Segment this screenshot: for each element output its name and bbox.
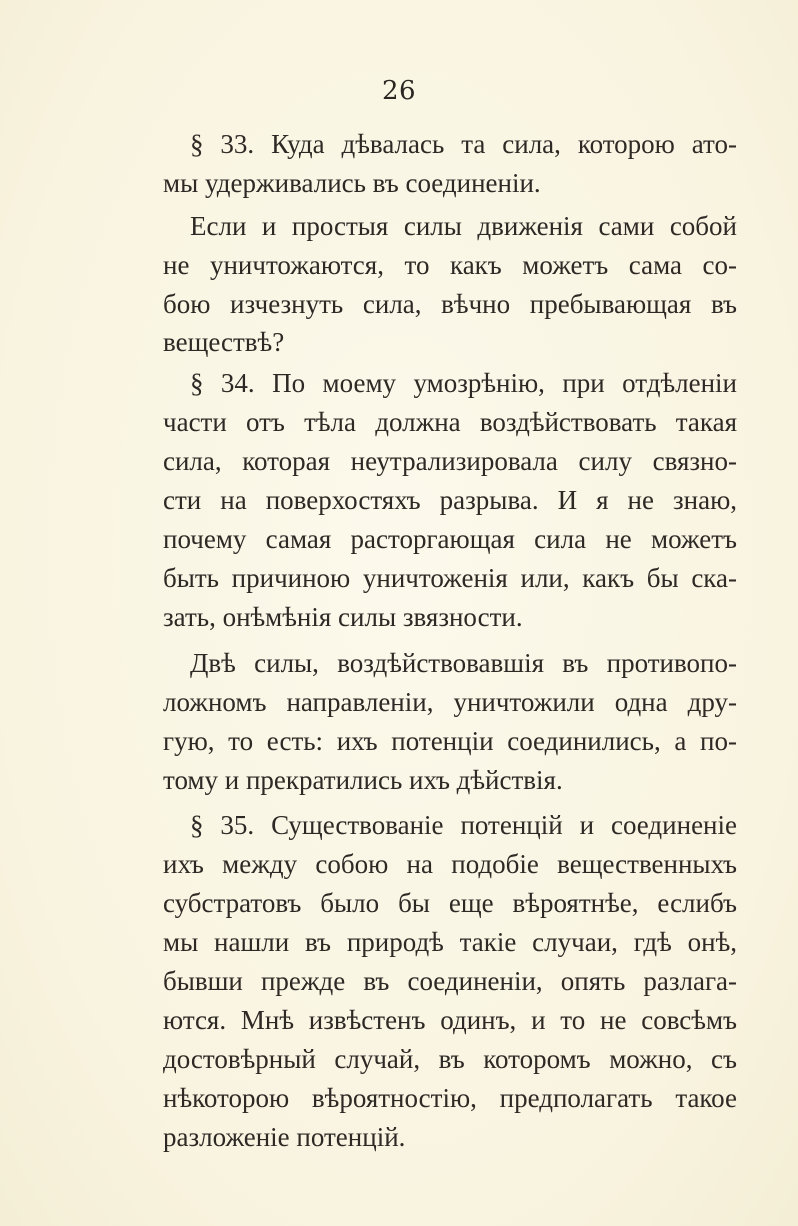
- paragraph-3-line-6: быть причиною уничтоженія или, какъ бы ска-: [163, 563, 737, 593]
- paragraph-2-line-4: веществѣ?: [163, 327, 285, 357]
- paragraph-4-line-3: гую, то есть: ихъ потенціи соединились, а по-: [163, 726, 737, 756]
- paragraph-2-line-3: бою изчезнуть сила, вѣчно пребывающая въ: [163, 289, 737, 319]
- paragraph-3-line-2: части отъ тѣла должна воздѣйствовать такая: [163, 407, 737, 437]
- paragraph-5-line-7: достовѣрный случай, въ которомъ можно, съ: [163, 1044, 737, 1074]
- paragraph-5-line-5: бывши прежде въ соединеніи, опять разлага-: [163, 966, 737, 996]
- paragraph-4-line-4: тому и прекратились ихъ дѣйствія.: [163, 765, 563, 795]
- page-number: 26: [381, 76, 417, 106]
- paragraph-4-line-1: Двѣ силы, воздѣйствовавшія въ противопо-: [190, 648, 737, 678]
- paragraph-5-line-1: § 35. Существованіе потенцій и соединеніе: [190, 810, 737, 840]
- paragraph-3-line-1: § 34. По моему умозрѣнію, при отдѣленіи: [190, 368, 737, 398]
- paragraph-2-line-2: не уничтожаются, то какъ можетъ сама со-: [163, 250, 737, 280]
- paragraph-5-line-8: нѣкоторою вѣроятностію, предполагать такое: [163, 1083, 737, 1113]
- paragraph-5-line-3: субстратовъ было бы еще вѣроятнѣе, еслибъ: [163, 888, 737, 918]
- paragraph-4-line-2: ложномъ направленіи, уничтожили одна дру-: [163, 687, 737, 717]
- paragraph-5-line-2: ихъ между собою на подобіе вещественныхъ: [163, 849, 737, 879]
- paragraph-5-line-6: ются. Мнѣ извѣстенъ одинъ, и то не совсѣмъ: [163, 1005, 737, 1035]
- paragraph-3-line-4: сти на поверхостяхъ разрыва. И я не знаю,: [163, 485, 737, 515]
- paragraph-3-line-5: почему самая расторгающая сила не можетъ: [163, 524, 737, 554]
- paragraph-2-line-1: Если и простыя силы движенія сами собой: [190, 211, 737, 241]
- paragraph-5-line-4: мы нашли въ природѣ такіе случаи, гдѣ онѣ,: [163, 927, 737, 957]
- paragraph-5-line-9: разложеніе потенцій.: [163, 1122, 406, 1152]
- paragraph-1-line-2: мы удерживались въ соединеніи.: [163, 168, 541, 198]
- paragraph-3-line-3: сила, которая неутрализировала силу связно-: [163, 446, 737, 476]
- paragraph-1-line-1: § 33. Куда дѣвалась та сила, которою ато-: [190, 129, 737, 159]
- paragraph-3-line-7: зать, онѣмѣнія силы звязности.: [163, 602, 523, 632]
